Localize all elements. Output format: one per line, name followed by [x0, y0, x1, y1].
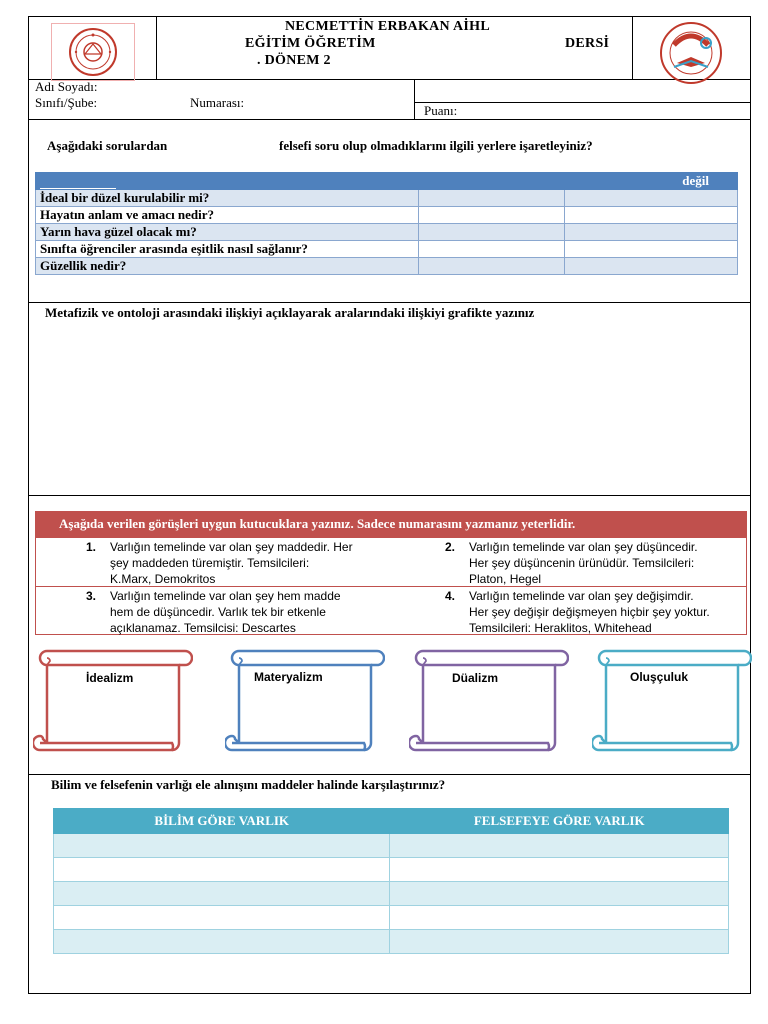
scroll-label-becoming: Oluşçuluk: [630, 670, 689, 684]
q1-row: [36, 241, 738, 258]
q3-option: [445, 588, 745, 636]
q2-prompt: Metafizik ve ontoloji arasındaki ilişkiyi açıklayarak aralarındaki ilişkiyi grafikte yazınız: [45, 305, 535, 320]
course-label: DERSİ: [565, 36, 610, 51]
q3-options-box: [35, 537, 747, 635]
q4-cell[interactable]: [390, 834, 729, 858]
q1-question: Sınıfta öğrenciler arasında eşitlik nasıl sağlanır?: [36, 241, 419, 258]
q4-cell[interactable]: [390, 858, 729, 882]
q4-cell[interactable]: [390, 906, 729, 930]
q1-check-cell[interactable]: [565, 224, 738, 241]
header-divider: [29, 79, 750, 80]
option-text: [469, 588, 710, 636]
header-divider: [632, 17, 633, 79]
q1-check-cell[interactable]: [565, 207, 738, 224]
q4-cell[interactable]: [390, 882, 729, 906]
q1-question: Yarın hava güzel olacak mı?: [36, 224, 419, 241]
q4-col-philosophy: FELSEFEYE GÖRE VARLIK: [390, 809, 729, 834]
option-line: açıklanamaz. Temsilcisi: Descartes: [110, 621, 296, 635]
q1-table: [35, 172, 738, 275]
q1-row: [36, 190, 738, 207]
q4-cell[interactable]: [54, 858, 390, 882]
option-number: 4.: [445, 589, 456, 603]
education-year-label: EĞİTİM ÖĞRETİM: [245, 36, 376, 51]
q1-question: İdeal bir düzel kurulabilir mi?: [36, 190, 419, 207]
q1-row: [36, 258, 738, 275]
number-label: Numarası:: [190, 95, 245, 110]
q1-header-row: [36, 173, 738, 190]
header-divider: [156, 17, 157, 79]
q3-option: [86, 539, 416, 587]
option-number: 1.: [86, 540, 97, 554]
scroll-label-materialism: Materyalizm: [254, 670, 323, 684]
q1-question: Hayatın anlam ve amacı nedir?: [36, 207, 419, 224]
option-line: Varlığın temelinde var olan şey maddedir. Her: [110, 540, 353, 554]
q4-header-row: [54, 809, 729, 834]
option-line: Temsilcileri: Heraklitos, Whitehead: [469, 621, 652, 635]
score-label: Puanı:: [424, 103, 458, 118]
q1-prompt-left: Aşağıdaki sorulardan: [47, 138, 168, 153]
q1-check-cell[interactable]: [565, 190, 738, 207]
q4-table: [53, 808, 729, 954]
q4-prompt: Bilim ve felsefenin varlığı ele alınışını maddeler halinde karşılaştırınız?: [51, 777, 446, 792]
option-number: 3.: [86, 589, 97, 603]
section-divider: [29, 774, 750, 775]
q1-check-cell[interactable]: [419, 258, 565, 275]
scroll-box-idealism[interactable]: [33, 647, 193, 757]
q1-header-cell: [419, 173, 565, 190]
option-line: Varlığın temelinde var olan şey hem madde: [110, 589, 341, 603]
info-divider: [414, 79, 415, 119]
q1-header-not: değil: [565, 173, 738, 190]
school-name: NECMETTİN ERBAKAN AİHL: [285, 19, 490, 34]
q1-check-cell[interactable]: [565, 258, 738, 275]
q1-check-cell[interactable]: [419, 241, 565, 258]
q4-col-science: BİLİM GÖRE VARLIK: [54, 809, 390, 834]
q2-answer-area[interactable]: [29, 323, 750, 495]
q4-row: [54, 930, 729, 954]
option-line: Her şey düşüncenin ürünüdür. Temsilcileri:: [469, 556, 695, 570]
scroll-box-dualism[interactable]: [409, 647, 569, 757]
option-line: Platon, Hegel: [469, 572, 542, 586]
option-line: hem de düşüncedir. Varlık tek bir etkenle: [110, 605, 326, 619]
scroll-box-becoming[interactable]: [592, 647, 752, 757]
q4-cell[interactable]: [390, 930, 729, 954]
q1-question: Güzellik nedir?: [36, 258, 419, 275]
q4-row: [54, 858, 729, 882]
section-divider: [29, 302, 750, 303]
option-line: K.Marx, Demokritos: [110, 572, 216, 586]
q3-prompt-banner: Aşağıda verilen görüşleri uygun kutucuklara yazınız. Sadece numarasını yazmanız yeterlidir.: [35, 511, 747, 537]
option-text: [110, 588, 341, 636]
info-divider: [29, 119, 750, 120]
q4-cell[interactable]: [54, 834, 390, 858]
q4-cell[interactable]: [54, 882, 390, 906]
q4-cell[interactable]: [54, 906, 390, 930]
option-line: Varlığın temelinde var olan şey değişimdir.: [469, 589, 694, 603]
q1-check-cell[interactable]: [565, 241, 738, 258]
ministry-seal: [51, 23, 135, 81]
student-name-label: Adı Soyadı:: [35, 79, 98, 94]
option-number: 2.: [445, 540, 456, 554]
q1-row: [36, 224, 738, 241]
q3-option: [86, 588, 416, 636]
option-line: Her şey değişir değişmeyen hiçbir şey yoktur.: [469, 605, 710, 619]
term-label: . DÖNEM 2: [257, 53, 331, 68]
option-text: [110, 539, 353, 587]
q1-check-cell[interactable]: [419, 207, 565, 224]
q4-row: [54, 882, 729, 906]
q1-prompt-right: felsefi soru olup olmadıklarını ilgili yerlere işaretleyiniz?: [279, 138, 593, 153]
q1-check-cell[interactable]: [419, 224, 565, 241]
scroll-label-idealism: İdealizm: [86, 671, 134, 685]
q1-row: [36, 207, 738, 224]
q1-header-cell: [36, 173, 419, 190]
section-divider: [29, 495, 750, 496]
q3-option: [445, 539, 745, 587]
option-line: şey maddeden türemiştir. Temsilcileri:: [110, 556, 310, 570]
q4-row: [54, 906, 729, 930]
q4-cell[interactable]: [54, 930, 390, 954]
info-divider: [414, 102, 750, 103]
scroll-label-dualism: Düalizm: [452, 671, 499, 685]
q1-check-cell[interactable]: [419, 190, 565, 207]
option-line: Varlığın temelinde var olan şey düşüncedir.: [469, 540, 698, 554]
option-text: [469, 539, 698, 587]
class-label: Sınıfı/Şube:: [35, 95, 98, 110]
scroll-box-materialism[interactable]: [225, 647, 385, 757]
school-logo: [644, 21, 739, 85]
worksheet-page: [28, 16, 751, 994]
q4-row: [54, 834, 729, 858]
